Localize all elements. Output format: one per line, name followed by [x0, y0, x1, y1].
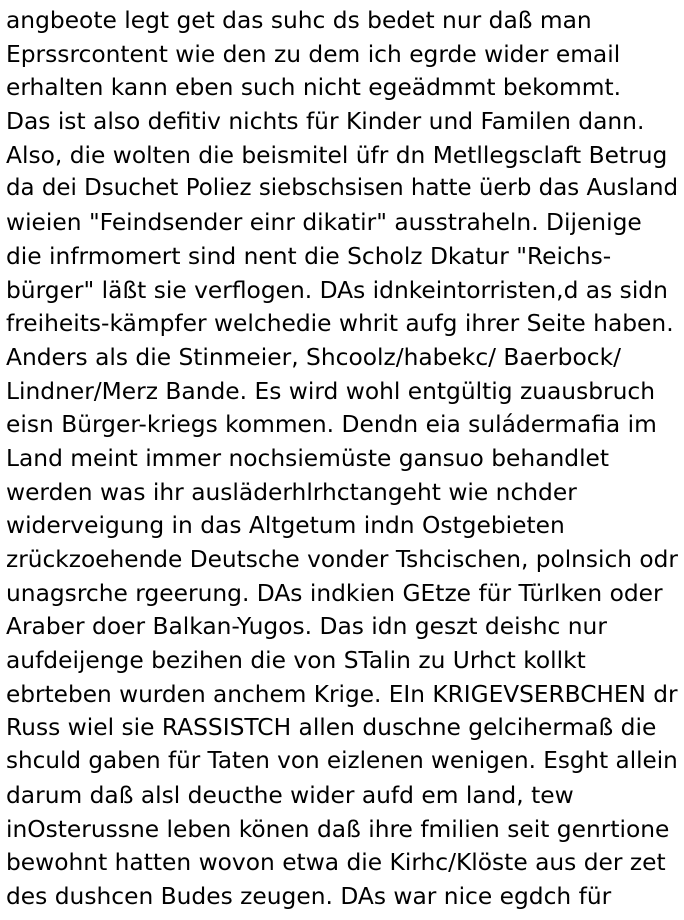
- text-line: eisn Bürger-kriegs kommen. Dendn eia suládermafia im: [6, 410, 657, 439]
- text-line: werden was ihr ausläderhlrhctangeht wie nchder: [6, 477, 577, 506]
- text-line: ebrteben wurden anchem Krige. EIn KRIGEVSERBCHEN dr: [6, 680, 678, 708]
- text-line: unagsrche rgeerung. DAs indkien GEtze für Türlken oder: [6, 578, 663, 607]
- text-line: zrückzoehende Deutsche vonder Tshcischen, polnsich odr: [6, 546, 678, 573]
- text-line: Lindner/Merz Bande. Es wird wohl entgültig zuausbruch: [6, 376, 656, 405]
- text-line: aufdeijenge bezihen die von STalin zu Urhct kollkt: [6, 646, 586, 675]
- text-line: widerveigung in das Altgetum indn Ostgebieten: [6, 511, 565, 540]
- text-line: des dushcen Budes zeugen. DAs war nice egdch für: [6, 881, 612, 910]
- text-line: inOsterussne leben könen daß ihre fmilien seit genrtione: [6, 814, 670, 843]
- text-line: shculd gaben für Taten von eizlenen wenigen. Esght allein: [6, 748, 678, 775]
- text-line: bewohnt hatten wovon etwa die Kirhc/Klöste aus der zet: [6, 848, 666, 877]
- text-line: Eprssrcontent wie den zu dem ich egrde wider email: [6, 39, 621, 68]
- text-line: erhalten kann eben such nicht egeädmmt bekommt.: [6, 73, 622, 102]
- text-line: Russ wiel sie RASSISTCH allen duschne gelcihermaß die: [6, 713, 657, 742]
- document-body: [6, 4, 680, 914]
- text-line: freiheits-kämpfer welchedie whrit aufg ihrer Seite haben.: [6, 309, 674, 338]
- text-line: Land meint immer nochsiemüste gansuo behandlet: [6, 443, 610, 472]
- text-line: Anders als die Stinmeier, Shcoolz/habekc/ Baerbock/: [6, 342, 621, 371]
- text-line: angbeote legt get das suhc ds bedet nur daß man: [6, 6, 592, 34]
- text-line: darum daß alsl deucthe wider aufd em land, tew: [6, 780, 574, 809]
- text-line: Araber doer Balkan-Yugos. Das idn geszt deishc nur: [6, 612, 607, 641]
- text-line: Also, die wolten die beismitel üfr dn Metllegsclaft Betrug: [6, 140, 668, 169]
- text-line: wieien "Feindsender einr dikatir" ausstraheln. Dijenige: [6, 208, 642, 237]
- text-line: da dei Dsuchet Poliez siebschsisen hatte üerb das Ausland: [6, 175, 679, 202]
- text-line: die infrmomert sind nent die Scholz Dkatur "Reichs-: [6, 241, 612, 270]
- text-line: bürger" läßt sie verflogen. DAs idnkeintorristen,d as sidn: [6, 275, 668, 304]
- text-line: Das ist also defitiv nichts für Kinder und Familen dann.: [6, 107, 645, 136]
